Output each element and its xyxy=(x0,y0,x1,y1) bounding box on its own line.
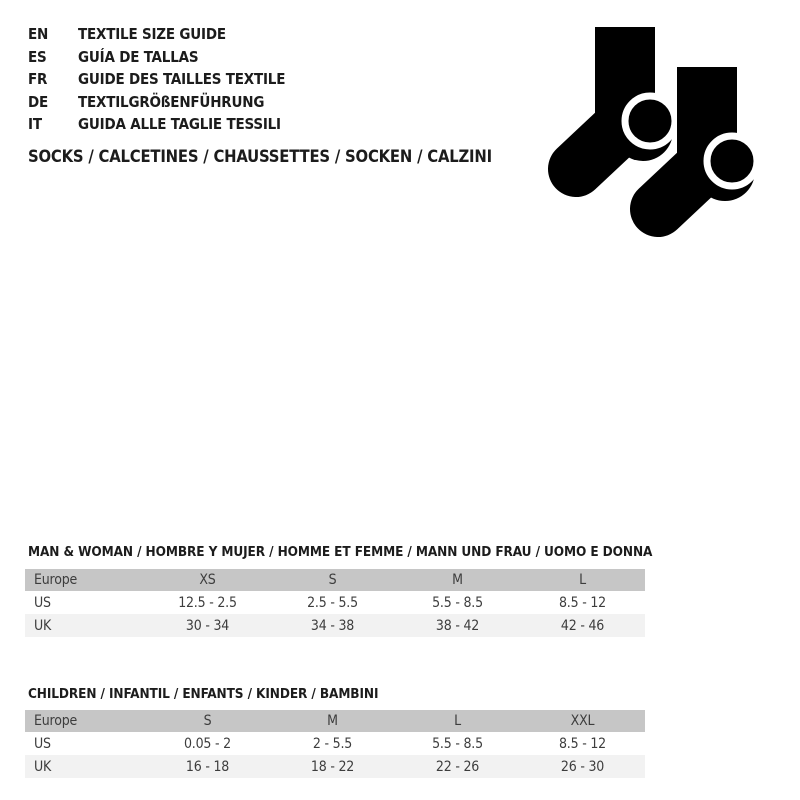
region-label: UK xyxy=(34,617,52,634)
table-row xyxy=(25,732,645,755)
column-header-size: L xyxy=(395,710,520,732)
size-cell: 5.5 - 8.5 xyxy=(432,735,483,752)
column-header-size: S xyxy=(145,710,270,732)
language-code: DE xyxy=(28,92,49,111)
language-title: TEXTILGRÖßENFÜHRUNG xyxy=(78,92,265,111)
size-cell: 42 - 46 xyxy=(560,617,605,634)
size-cell: 12.5 - 2.5 xyxy=(178,594,237,611)
size-table-adults xyxy=(25,569,645,637)
region-label: US xyxy=(34,735,51,752)
size-cell: 2.5 - 5.5 xyxy=(307,594,358,611)
table-row xyxy=(25,614,645,637)
table-row xyxy=(25,591,645,614)
language-row xyxy=(28,91,285,114)
language-row xyxy=(28,46,285,69)
table-header-row xyxy=(25,569,645,591)
size-cell: 16 - 18 xyxy=(185,758,230,775)
table-title-children: CHILDREN / INFANTIL / ENFANTS / KINDER / BAMBINI xyxy=(28,686,379,702)
size-cell: 22 - 26 xyxy=(435,758,480,775)
socks-icon xyxy=(540,20,770,240)
column-header-size: XXL xyxy=(520,710,645,732)
column-header-region: Europe xyxy=(25,710,145,732)
language-code: ES xyxy=(28,47,47,66)
size-cell: 8.5 - 12 xyxy=(559,735,606,752)
size-cell: 30 - 34 xyxy=(185,617,230,634)
size-cell: 5.5 - 8.5 xyxy=(432,594,483,611)
language-title: GUIDA ALLE TAGLIE TESSILI xyxy=(78,115,281,134)
column-header-size: M xyxy=(270,710,395,732)
table-row xyxy=(25,755,645,778)
size-cell: 0.05 - 2 xyxy=(184,735,231,752)
size-cell: 34 - 38 xyxy=(310,617,355,634)
column-header-size: M xyxy=(395,569,520,591)
column-header-size: L xyxy=(520,569,645,591)
language-title: GUIDE DES TAILLES TEXTILE xyxy=(78,70,286,89)
table-header-row xyxy=(25,710,645,732)
region-label: UK xyxy=(34,758,52,775)
language-row xyxy=(28,23,285,46)
language-code: EN xyxy=(28,25,49,44)
size-cell: 8.5 - 12 xyxy=(559,594,606,611)
size-cell: 38 - 42 xyxy=(435,617,480,634)
language-code: FR xyxy=(28,70,48,89)
table-title-adults: MAN & WOMAN / HOMBRE Y MUJER / HOMME ET FEMME / MANN UND FRAU / UOMO E DONNA xyxy=(28,544,653,560)
column-header-size: XS xyxy=(145,569,270,591)
language-row xyxy=(28,113,285,136)
column-header-region: Europe xyxy=(25,569,145,591)
column-header-size: S xyxy=(270,569,395,591)
size-cell: 18 - 22 xyxy=(310,758,355,775)
language-title: GUÍA DE TALLAS xyxy=(78,47,199,66)
language-title: TEXTILE SIZE GUIDE xyxy=(78,25,226,44)
language-code: IT xyxy=(28,115,42,134)
language-row xyxy=(28,68,285,91)
category-heading: SOCKS / CALCETINES / CHAUSSETTES / SOCKEN / CALZINI xyxy=(28,147,492,166)
size-table-children xyxy=(25,710,645,778)
language-list xyxy=(28,23,285,136)
sock-back xyxy=(576,27,675,169)
size-cell: 26 - 30 xyxy=(560,758,605,775)
size-cell: 2 - 5.5 xyxy=(312,735,353,752)
region-label: US xyxy=(34,594,51,611)
